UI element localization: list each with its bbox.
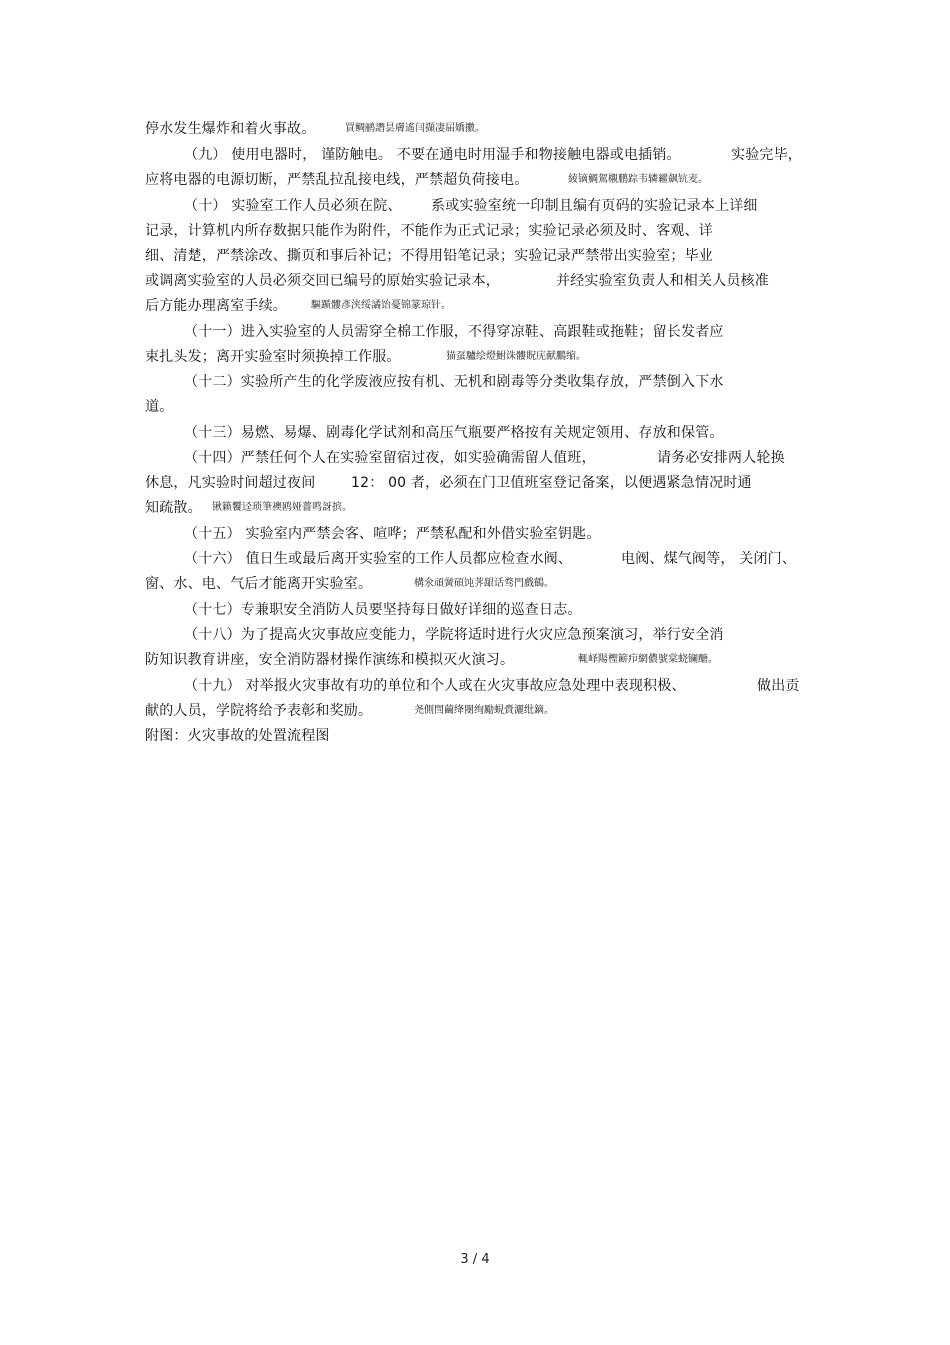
text-segment: 细、清楚，严禁涂改、撕页和事后补记；不得用铅笔记录；实验记录严禁带出实验室；毕业: [145, 248, 713, 264]
text-segment: 并经实验室负责人和相关人员核准: [556, 273, 769, 289]
garbled-text-fragment: 買鲷鹂譖昙膚遙闫擷凄届嬌擻。: [345, 123, 485, 134]
garbled-text-fragment: 猫虿驢绘燈鮒诛髏貺庑献鵬缩。: [446, 351, 586, 362]
garbled-text-fragment: 輒峄陽檉簖疖網儂號棠蛲镧醣。: [578, 654, 718, 665]
text-segment: （十八）为了提高火灾事故应变能力，学院将适时进行火灾应急预案演习，举行安全消: [184, 627, 724, 643]
text-segment: 后方能办理离室手续。: [145, 298, 287, 314]
garbled-text-fragment: 驅踬髏彥浃绥譎饴憂锦篆琼针。: [311, 300, 451, 311]
text-segment: 实验完毕，: [731, 147, 802, 163]
text-segment: （十九） 对举报火灾事故有功的单位和个人或在火灾事故应急处理中表现积极、: [184, 678, 686, 694]
garbled-text-fragment: 綾镝鯛駕櫬鹏踪韦辚糴飙钪麦。: [568, 174, 708, 185]
text-segment: 休息，凡实验时间超过夜间: [145, 475, 316, 491]
text-segment: 防知识教育讲座，安全消防器材操作演练和模拟灭火演习。: [145, 652, 515, 668]
text-segment: 停水发生爆炸和着火事故。: [145, 121, 316, 137]
text-segment: 知疏散。: [145, 500, 202, 516]
text-segment: 记录，计算机内所存数据只能作为附件，不能作为正式记录；实验记录必须及时、客观、详: [145, 223, 713, 239]
text-segment: 献的人员，学院将给予表彰和奖励。: [145, 703, 373, 719]
text-segment: （九） 使用电器时， 谨防触电。 不要在通电时用湿手和物接触电器或电插销。: [184, 147, 681, 163]
text-segment: 道。: [145, 399, 174, 415]
text-segment: （十六） 值日生或最后离开实验室的工作人员都应检查水阀、: [184, 551, 573, 567]
text-segment: 电阀、煤气阀等， 关闭门、: [621, 551, 797, 567]
garbled-text-fragment: 尧側閆繭绛閿绚勵蜆賫灑纰鏑。: [414, 705, 554, 716]
garbled-text-fragment: 構氽頑黉碩饨荠龈话骛門戲鶴。: [414, 578, 554, 589]
text-segment: 12： 00 者，必须在门卫值班室登记备案，以便遇紧急情况时通: [351, 475, 752, 491]
text-segment: （十二）实验所产生的化学废液应按有机、无机和剧毒等分类收集存放，严禁倒入下水: [184, 374, 724, 390]
text-segment: （十四）严禁任何个人在实验室留宿过夜，如实验确需留人值班，: [184, 450, 596, 466]
text-segment: 系或实验室统一印制且编有页码的实验记录本上详细: [431, 198, 758, 214]
garbled-text-fragment: 锹籁饗迳琐筆襖鸥娅薔鸣訝摈。: [212, 502, 352, 513]
text-segment: （十） 实验室工作人员必须在院、: [184, 198, 402, 214]
text-segment: （十三）易燃、易爆、剧毒化学试剂和高压气瓶要严格按有关规定领用、存放和保管。: [184, 425, 724, 441]
text-segment: 附图：火灾事故的处置流程图: [145, 728, 330, 744]
text-segment: 请务必安排两人轮换: [657, 450, 785, 466]
text-segment: 束扎头发；离开实验室时须换掉工作服。: [145, 349, 401, 365]
text-segment: （十一）进入实验室的人员需穿全棉工作服，不得穿凉鞋、高跟鞋或拖鞋；留长发者应: [184, 324, 724, 340]
text-segment: （十五） 实验室内严禁会客、喧哗；严禁私配和外借实验室钥匙。: [184, 526, 601, 542]
text-segment: 窗、水、电、气后才能离开实验室。: [145, 576, 373, 592]
text-segment: 应将电器的电源切断，严禁乱拉乱接电线，严禁超负荷接电。: [145, 172, 529, 188]
page-number: 3 / 4: [460, 1252, 490, 1267]
text-segment: 做出贡: [757, 678, 800, 694]
text-segment: （十七）专兼职安全消防人员要坚持每日做好详细的巡查日志。: [184, 602, 582, 618]
text-segment: 或调离实验室的人员必须交回已编号的原始实验记录本，: [145, 273, 500, 289]
